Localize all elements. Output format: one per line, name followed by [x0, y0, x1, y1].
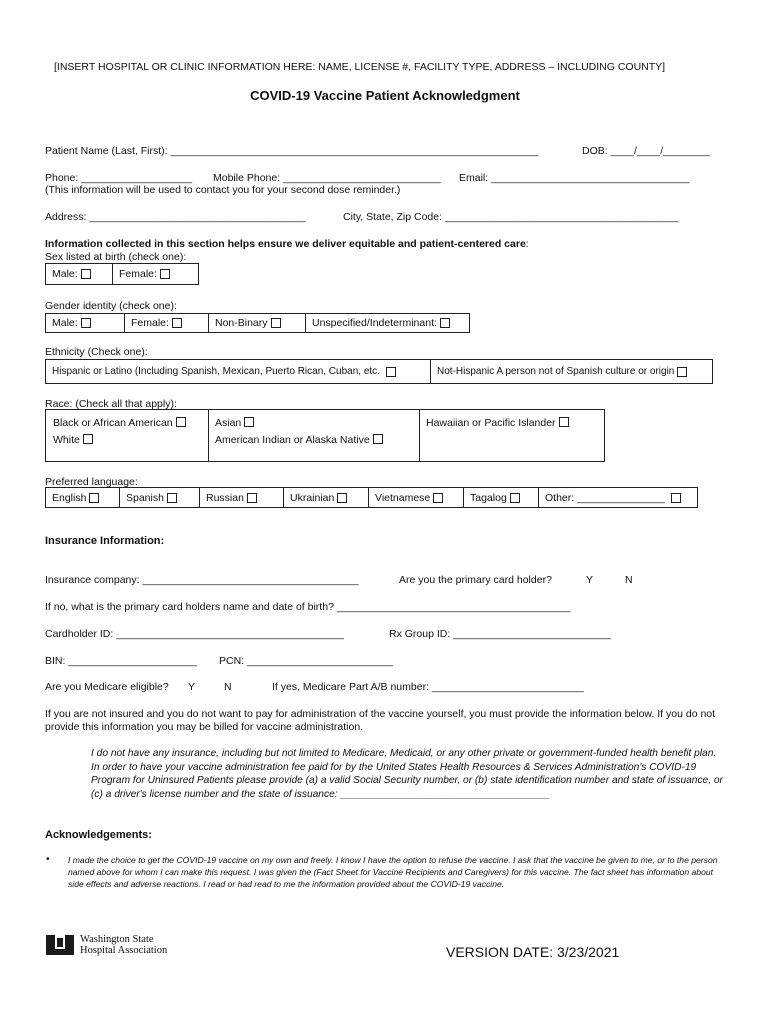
email-field[interactable]: Email: __________________________________: [459, 172, 690, 184]
ethnicity-table: [45, 359, 713, 384]
insurance-company-field[interactable]: Insurance company: _____________________________________: [45, 574, 359, 586]
checkbox-icon[interactable]: [172, 318, 182, 328]
sex-option-female-label: Female:: [119, 268, 157, 280]
checkbox-icon[interactable]: [81, 269, 91, 279]
demographics-heading: [45, 238, 529, 250]
ethnicity-option-not-hispanic-label: Not-Hispanic A person not of Spanish culture or origin: [437, 366, 675, 377]
race-option-white[interactable]: [53, 434, 93, 446]
gender-table: [45, 313, 470, 333]
checkbox-icon[interactable]: [247, 493, 257, 503]
primary-holder-yes[interactable]: Y: [586, 574, 594, 586]
checkbox-icon[interactable]: [81, 318, 91, 328]
bullet: •: [46, 853, 50, 865]
no-insurance-statement: I do not have any insurance, including but not limited to Medicare, Medicaid, or any other private or government-funded health benefit plan. In order to have your vaccine administration fee paid for by the United States Health Resources & Services Administration's COVID-19 Program for Uninsured Patients please provide (a) a valid Social Security number, or (b) state identification number and state of issuance, or (c) a driver's license number and the state of issuance: _____________________________________: [91, 748, 723, 800]
gender-option-unspecified-label: Unspecified/Indeterminant:: [312, 317, 437, 329]
primary-holder-name-field[interactable]: If no, what is the primary card holders name and date of birth? ________________________________________: [45, 601, 571, 613]
rx-group-id-field[interactable]: Rx Group ID: ___________________________: [389, 628, 611, 640]
patient-name-field[interactable]: Patient Name (Last, First): _______________________________________________________________: [45, 145, 539, 157]
gender-option-female-label: Female:: [131, 317, 169, 329]
checkbox-icon[interactable]: [510, 493, 520, 503]
language-option-english-label: English: [52, 491, 87, 504]
language-option-spanish-label: Spanish: [126, 491, 164, 504]
medicare-yes[interactable]: Y: [188, 681, 196, 693]
ethnicity-option-not-hispanic[interactable]: [430, 360, 713, 383]
gender-option-female[interactable]: [124, 314, 202, 332]
sex-table: [45, 263, 199, 285]
language-option-other[interactable]: [538, 488, 697, 507]
checkbox-icon[interactable]: [671, 493, 681, 503]
checkbox-icon[interactable]: [176, 417, 186, 427]
header-placeholder: [INSERT HOSPITAL OR CLINIC INFORMATION HERE: NAME, LICENSE #, FACILITY TYPE, ADDRESS – INCLUDING COUNTY]: [54, 61, 666, 73]
mobile-phone-field[interactable]: Mobile Phone: ___________________________: [213, 172, 441, 184]
language-option-other-label: Other: _______________: [545, 491, 665, 504]
bin-field[interactable]: BIN: ______________________: [45, 655, 197, 667]
medicare-question: Are you Medicare eligible?: [45, 681, 169, 693]
dob-field[interactable]: DOB: ____/____/________: [582, 145, 710, 157]
page-title: COVID-19 Vaccine Patient Acknowledgment: [250, 88, 520, 103]
gender-label: Gender identity (check one):: [45, 300, 177, 312]
sex-option-male[interactable]: [46, 264, 111, 284]
acknowledgements-heading: Acknowledgements:: [45, 829, 152, 841]
checkbox-icon[interactable]: [440, 318, 450, 328]
ethnicity-option-hispanic-label: Hispanic or Latino (Including Spanish, Mexican, Puerto Rican, Cuban, etc.: [52, 366, 380, 377]
acknowledgement-text: I made the choice to get the COVID-19 vaccine on my own and freely. I know I have the option to refuse the vaccine. I ask that the vaccine be given to me, or to the person named above for whom I can make this request. I was given the (Fact Sheet for Vaccine Recipients and Caregivers) for this vaccine. The fact sheet has information about side effects and adverse reactions. I read or had read to me the information provided about the COVID-19 vaccine.: [68, 855, 718, 889]
insurance-heading: Insurance Information:: [45, 535, 165, 547]
gender-option-non-binary[interactable]: [208, 314, 296, 332]
gender-option-unspecified[interactable]: [305, 314, 468, 332]
race-option-white-label: White: [53, 434, 80, 446]
language-option-tagalog-label: Tagalog: [470, 491, 507, 504]
ethnicity-label: Ethnicity (Check one):: [45, 346, 148, 358]
pcn-field[interactable]: PCN: _________________________: [219, 655, 393, 667]
language-option-tagalog[interactable]: [463, 488, 540, 507]
medicare-number-field[interactable]: If yes, Medicare Part A/B number: __________________________: [272, 681, 584, 693]
checkbox-icon[interactable]: [373, 434, 383, 444]
checkbox-icon[interactable]: [271, 318, 281, 328]
language-option-russian-label: Russian: [206, 491, 244, 504]
phone-note: (This information will be used to contact you for your second dose reminder.): [45, 184, 401, 196]
checkbox-icon[interactable]: [559, 417, 569, 427]
ethnicity-option-hispanic[interactable]: [46, 360, 428, 383]
checkbox-icon[interactable]: [167, 493, 177, 503]
race-divider: [208, 410, 209, 461]
checkbox-icon[interactable]: [89, 493, 99, 503]
checkbox-icon[interactable]: [433, 493, 443, 503]
checkbox-icon[interactable]: [386, 367, 396, 377]
logo-line-2: Hospital Association: [80, 945, 168, 956]
address-field[interactable]: Address: _____________________________________: [45, 211, 306, 223]
race-option-asian[interactable]: [215, 417, 254, 429]
sex-option-male-label: Male:: [52, 268, 78, 280]
race-option-hawaiian[interactable]: [426, 417, 569, 429]
checkbox-icon[interactable]: [83, 434, 93, 444]
race-option-american-indian[interactable]: [215, 434, 383, 446]
race-option-american-indian-label: American Indian or Alaska Native: [215, 434, 370, 446]
language-option-spanish[interactable]: [119, 488, 198, 507]
checkbox-icon[interactable]: [677, 367, 687, 377]
version-date: VERSION DATE: 3/23/2021: [446, 944, 620, 960]
gender-option-male-label: Male:: [52, 317, 78, 329]
primary-holder-no[interactable]: N: [625, 574, 633, 586]
language-option-vietnamese-label: Vietnamese: [375, 491, 431, 504]
race-table: [45, 409, 605, 462]
demographics-heading-colon: :: [525, 238, 529, 250]
language-option-english[interactable]: [46, 488, 118, 507]
medicare-no[interactable]: N: [224, 681, 232, 693]
primary-holder-question: Are you the primary card holder?: [399, 574, 552, 586]
sex-label: Sex listed at birth (check one):: [45, 251, 187, 263]
gender-option-male[interactable]: [46, 314, 123, 332]
cardholder-id-field[interactable]: Cardholder ID: _______________________________________: [45, 628, 344, 640]
language-option-ukrainian-label: Ukrainian: [290, 491, 335, 504]
phone-field[interactable]: Phone: ___________________: [45, 172, 193, 184]
not-insured-paragraph: If you are not insured and you do not want to pay for administration of the vaccine yourself, you must provide the information below. If you do not provide this information you may be billed for vaccine administration.: [45, 708, 716, 733]
wsha-logo-icon: [46, 933, 74, 957]
checkbox-icon[interactable]: [160, 269, 170, 279]
demographics-heading-text: Information collected in this section helps ensure we deliver equitable and patient-centered care: [45, 238, 526, 250]
logo-line-1: Washington State: [80, 934, 154, 945]
race-option-asian-label: Asian: [215, 417, 242, 429]
race-divider: [419, 410, 420, 461]
checkbox-icon[interactable]: [244, 417, 254, 427]
race-option-black[interactable]: [53, 417, 186, 429]
race-option-black-label: Black or African American: [53, 417, 173, 429]
language-table: [45, 487, 698, 508]
language-option-ukrainian[interactable]: [283, 488, 368, 507]
sex-option-female[interactable]: [112, 264, 198, 284]
race-label: Race: (Check all that apply):: [45, 398, 177, 410]
language-option-russian[interactable]: [199, 488, 282, 507]
language-label: Preferred language:: [45, 476, 138, 488]
city-state-zip-field[interactable]: City, State, Zip Code: ________________________________________: [343, 211, 679, 223]
race-option-hawaiian-label: Hawaiian or Pacific Islander: [426, 417, 556, 429]
checkbox-icon[interactable]: [337, 493, 347, 503]
language-option-vietnamese[interactable]: [368, 488, 463, 507]
gender-option-non-binary-label: Non-Binary: [215, 317, 268, 329]
